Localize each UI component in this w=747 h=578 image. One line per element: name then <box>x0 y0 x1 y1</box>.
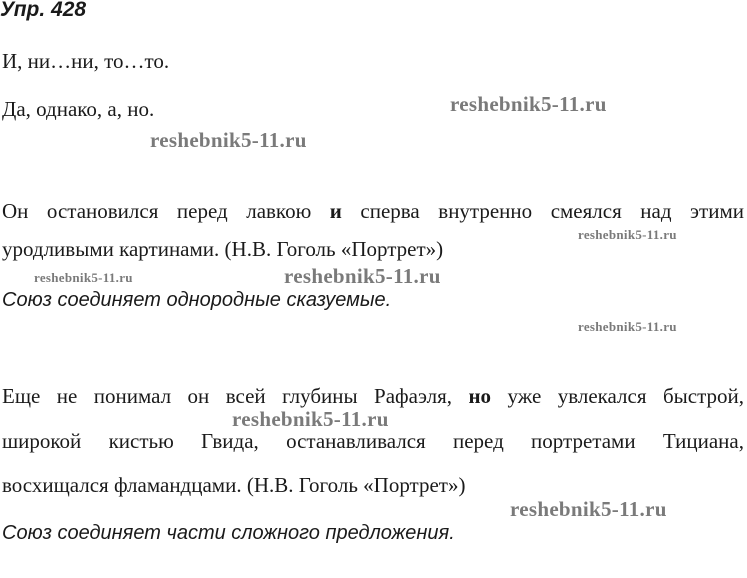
example1-text-before: Он остановился перед лавкою <box>2 199 330 223</box>
example1-text-after: сперва внутренно смеялся над этими <box>341 199 744 223</box>
example1-line-2: уродливыми картинами. (Н.В. Гоголь «Портрет») <box>2 237 444 261</box>
watermark: reshebnik5-11.ru <box>150 128 307 152</box>
watermark: reshebnik5-11.ru <box>232 407 389 431</box>
conjunctions-line-2: Да, однако, а, но. <box>2 97 155 121</box>
watermark: reshebnik5-11.ru <box>284 264 441 288</box>
watermark: reshebnik5-11.ru <box>578 319 677 334</box>
example1-line-1 <box>2 198 744 224</box>
example2-text-after: уже увлекался быстрой, <box>491 384 744 408</box>
watermark: reshebnik5-11.ru <box>510 497 667 521</box>
conjunctions-line-1: И, ни…ни, то…то. <box>2 49 170 73</box>
example2-line-2: широкой кистью Гвида, останавливался перед портретами Тициана, <box>2 429 744 453</box>
example1-conjunction: и <box>329 199 342 223</box>
example2-line-3: восхищался фламандцами. (Н.В. Гоголь «Портрет») <box>2 473 466 497</box>
watermark: reshebnik5-11.ru <box>450 92 607 116</box>
example1-comment: Союз соединяет однородные сказуемые. <box>2 289 392 311</box>
example2-comment: Союз соединяет части сложного предложения. <box>2 522 455 544</box>
example2-conjunction: но <box>468 384 492 408</box>
watermark: reshebnik5-11.ru <box>34 270 133 285</box>
example2-text-before: Еще не понимал он всей глубины Рафаэля, <box>2 384 469 408</box>
example2-line-1 <box>2 383 744 409</box>
exercise-title: Упр. 428 <box>0 0 87 21</box>
watermark: reshebnik5-11.ru <box>578 227 677 242</box>
